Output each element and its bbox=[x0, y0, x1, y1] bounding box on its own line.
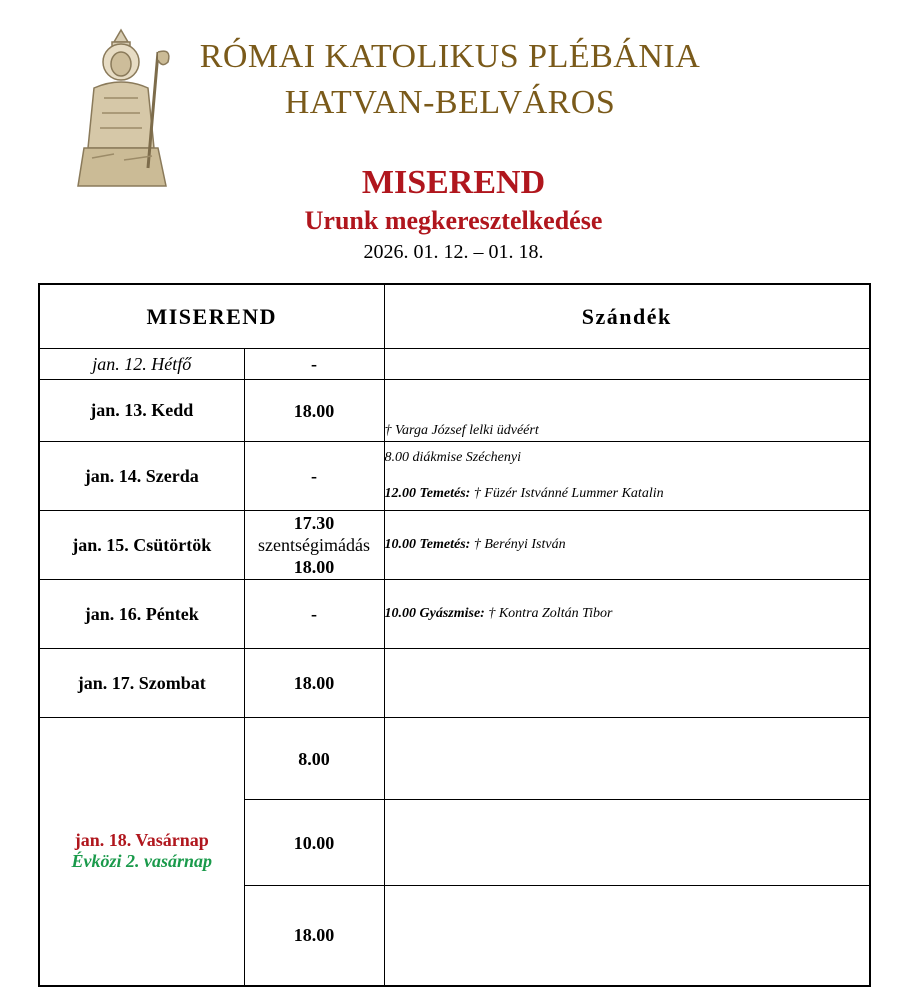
day-cell: jan. 16. Péntek bbox=[39, 580, 244, 649]
table-row bbox=[39, 718, 870, 800]
time-cell: 8.00 bbox=[244, 718, 384, 800]
table-row bbox=[39, 380, 870, 442]
table-row bbox=[39, 580, 870, 649]
mass-schedule-table bbox=[38, 283, 871, 987]
intention-cell bbox=[384, 718, 870, 800]
table-row bbox=[39, 511, 870, 580]
intention-cell bbox=[384, 442, 870, 511]
table-row bbox=[39, 442, 870, 511]
intention-label: 10.00 Gyászmise: bbox=[384, 606, 485, 621]
day-cell: jan. 14. Szerda bbox=[39, 442, 244, 511]
time-cell: - bbox=[244, 580, 384, 649]
time-cell: - bbox=[244, 349, 384, 380]
intention-text bbox=[385, 486, 870, 502]
time-cell: 10.00 bbox=[244, 800, 384, 886]
time-cell: 18.00 bbox=[244, 649, 384, 718]
time-value: 17.30 bbox=[293, 513, 335, 533]
header-szandek: Szándék bbox=[384, 284, 870, 349]
time-cell: 18.00 bbox=[244, 886, 384, 986]
feast-subtitle: Urunk megkeresztelkedése bbox=[304, 206, 603, 235]
sunday-note: Évközi 2. vasárnap bbox=[71, 851, 212, 872]
intention-name: † Kontra Zoltán Tibor bbox=[484, 606, 613, 621]
intention-label: 12.00 Temetés: bbox=[384, 486, 471, 501]
intention-name: † Berényi István bbox=[470, 537, 566, 552]
day-cell-sunday bbox=[39, 718, 244, 986]
table-row bbox=[39, 649, 870, 718]
time-cell: - bbox=[244, 442, 384, 511]
intention-name: † Füzér Istvánné Lummer Katalin bbox=[470, 486, 664, 501]
time-value: 18.00 bbox=[293, 557, 335, 577]
date-range: 2026. 01. 12. – 01. 18. bbox=[363, 241, 544, 263]
intention-cell bbox=[384, 886, 870, 986]
intention-text: 8.00 diákmise Széchenyi bbox=[384, 450, 521, 465]
intention-text bbox=[385, 537, 870, 553]
intention-cell bbox=[384, 649, 870, 718]
day-cell: jan. 15. Csütörtök bbox=[39, 511, 244, 580]
page-title: MISEREND bbox=[361, 164, 546, 201]
sunday-label: jan. 18. Vasárnap bbox=[74, 830, 209, 851]
intention-label: 10.00 Temetés: bbox=[384, 537, 471, 552]
day-cell: jan. 12. Hétfő bbox=[39, 349, 244, 380]
intention-text: † Varga József lelki üdvéért bbox=[384, 422, 539, 438]
parish-name-line-2: HATVAN-BELVÁROS bbox=[284, 84, 616, 121]
intention-cell bbox=[384, 800, 870, 886]
intention-cell bbox=[384, 380, 870, 442]
header-miserend: MISEREND bbox=[39, 284, 384, 349]
intention-text bbox=[385, 606, 870, 622]
parish-name-line-1: RÓMAI KATOLIKUS PLÉBÁNIA bbox=[199, 38, 701, 75]
day-cell: jan. 17. Szombat bbox=[39, 649, 244, 718]
time-cell bbox=[244, 511, 384, 580]
table-row bbox=[39, 349, 870, 380]
day-cell: jan. 13. Kedd bbox=[39, 380, 244, 442]
time-cell: 18.00 bbox=[244, 380, 384, 442]
intention-cell bbox=[384, 580, 870, 649]
intention-cell bbox=[384, 349, 870, 380]
intention-cell bbox=[384, 511, 870, 580]
time-note: szentségimádás bbox=[258, 535, 370, 555]
